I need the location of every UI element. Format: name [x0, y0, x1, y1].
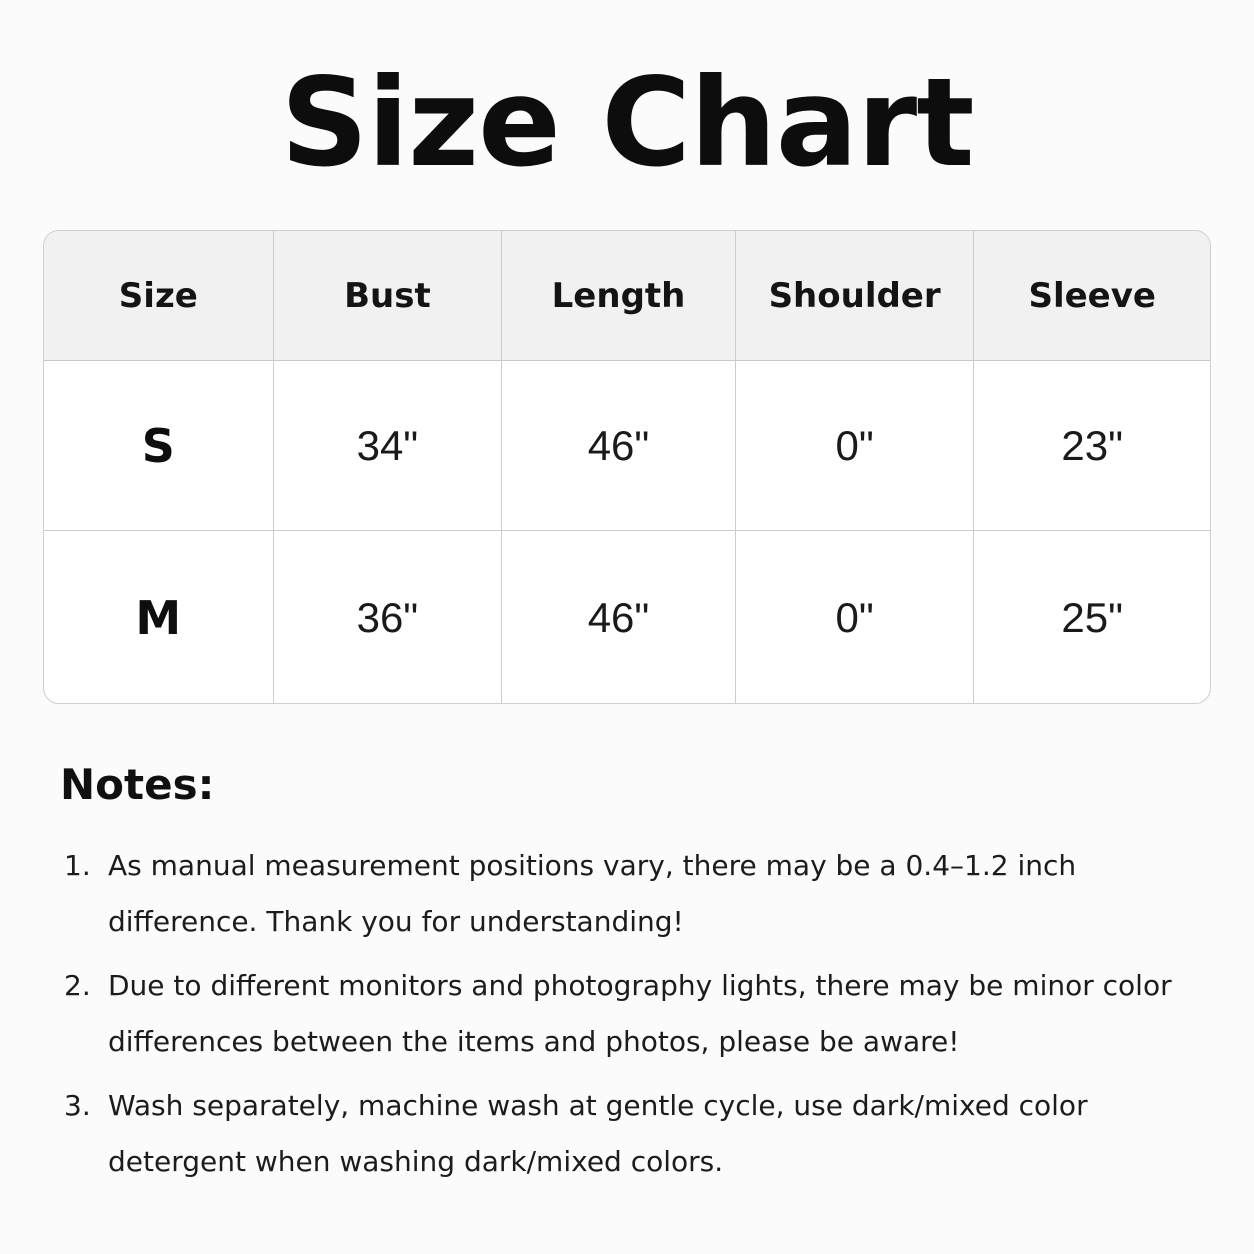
- header-sleeve: Sleeve: [1028, 275, 1156, 316]
- header-size: Size: [44, 231, 274, 360]
- note-text: As manual measurement positions vary, there may be a 0.4–1.2 inch difference. Thank you for understanding!: [108, 849, 1077, 938]
- size-cell: M: [44, 531, 274, 704]
- note-text: Due to different monitors and photography lights, there may be minor color differences between the items and photos, please be aware!: [108, 969, 1172, 1058]
- page-title: Size Chart: [280, 52, 974, 194]
- header-shoulder: Shoulder: [736, 231, 975, 360]
- shoulder-cell: 0": [736, 531, 975, 704]
- size-table: [43, 230, 1211, 704]
- note-number: 2.: [64, 969, 91, 1002]
- sleeve-cell: 23": [1061, 421, 1124, 469]
- note-number: 3.: [64, 1089, 91, 1122]
- table-row: [44, 531, 1210, 704]
- size-cell: S: [44, 361, 274, 530]
- length-cell: 46": [502, 361, 736, 530]
- table-header-row: [44, 231, 1210, 361]
- sleeve-cell: 25": [1061, 593, 1124, 641]
- list-item: [64, 838, 1194, 950]
- header-bust: Bust: [274, 231, 503, 360]
- note-number: 1.: [64, 849, 91, 882]
- table-row: [44, 361, 1210, 531]
- list-item: [64, 958, 1194, 1070]
- bust-cell: 34": [274, 361, 503, 530]
- note-text: Wash separately, machine wash at gentle cycle, use dark/mixed color detergent when washing dark/mixed colors.: [108, 1089, 1088, 1178]
- bust-cell: 36": [274, 531, 503, 704]
- notes-list: [64, 838, 1194, 1198]
- notes-heading: Notes:: [60, 760, 215, 809]
- shoulder-cell: 0": [736, 361, 975, 530]
- header-length: Length: [502, 231, 736, 360]
- list-item: [64, 1078, 1194, 1190]
- length-cell: 46": [502, 531, 736, 704]
